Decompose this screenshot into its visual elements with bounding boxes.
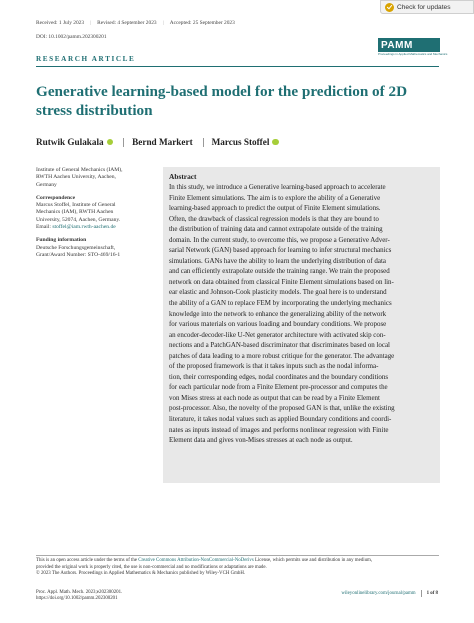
check-for-updates-label: Check for updates (397, 3, 451, 11)
footer-right (341, 590, 438, 597)
affiliation-line: RWTH Aachen University, Aachen, (36, 174, 116, 181)
email-link[interactable]: stoffel@iam.rwth-aachen.de (52, 224, 116, 231)
abstract-line: the ability of a GAN to replace FEM by incorporating the underlying mechanics (169, 299, 392, 308)
abstract-line: domain. In the current study, to overcome this, we propose a Generative Adver- (169, 235, 390, 244)
abstract-line: Element data and gives von-Mises stresses at each node as output. (169, 436, 353, 445)
license-line: provided the original work is properly cited, the use is non-commercial and no modifications or adaptations are made. (36, 564, 267, 570)
title-line: Generative learning-based model for the prediction of 2D (36, 83, 408, 100)
abstract-line: simulations. GANs have the ability to learn the underlying distribution of data (169, 256, 386, 265)
abstract-box (163, 167, 440, 483)
doi-url[interactable]: https://doi.org/10.1002/pamm.202300201 (36, 596, 118, 602)
license-text: This is an open access article under the terms of the (36, 558, 139, 563)
abstract-line: tion, their corresponding edges, nodal coordinates and the boundary conditions (169, 372, 389, 381)
abstract-line: Finite Element simulations. The aim is to explore the ability of a Generative (169, 193, 381, 202)
abstract-line: In this study, we introduce a Generative learning-based approach to accelerate (169, 183, 386, 191)
copyright-line: © 2023 The Authors. Proceedings in Applied Mathematics & Mechanics published by Wiley-VCH GmbH. (36, 571, 246, 577)
check-for-updates-button[interactable] (380, 0, 474, 14)
logo-subtitle: Proceedings in Applied Mathematics and Mechanics (378, 52, 448, 56)
abstract-line: patches of data leading to a more robust critique for the generator. The advantage (169, 351, 395, 360)
footer-divider (36, 555, 439, 556)
abstract-line: sarial Network (GAN) based approach for learning to infer structural mechanics (169, 246, 392, 255)
abstract-line: ear elastic and Johnson-Cook plasticity models. The goal here is to understand (169, 288, 387, 297)
received-date: Received: 1 July 2023 (36, 20, 85, 26)
abstract-line: network on data obtained from classical Finite Element simulations based on lin- (169, 277, 394, 286)
revised-date: Revised: 4 September 2023 (97, 20, 157, 26)
header-divider (36, 66, 439, 67)
abstract-line: Often, the drawback of classical regression models is that they are bound to (169, 214, 379, 223)
check-updates-icon (385, 3, 394, 12)
abstract-line: learning-based approach to predict the output of Finite Element simulations. (169, 204, 381, 213)
abstract-line: and can efficiently extrapolate outside the training range. We train the proposed (169, 267, 390, 276)
funding (36, 237, 162, 259)
footer-separator (421, 590, 422, 597)
correspondence-heading: Correspondence (36, 194, 76, 201)
affiliation-line: Institute of General Mechanics (IAM), (36, 167, 123, 173)
author-divider (203, 138, 204, 147)
license-text: License, which permits use and distribution in any medium, (253, 558, 373, 563)
correspondence-line: Marcus Stoffel, Institute of General (36, 202, 116, 209)
abstract-line: post-processor. Also, the novelty of the proposed GAN is that, unlike the existing (169, 404, 395, 413)
correspondence (36, 195, 162, 231)
accepted-date: Accepted: 25 September 2023 (169, 20, 235, 26)
abstract-line: an encoder-decoder-like U-Net generator architecture with activated skip con- (169, 330, 386, 339)
author-name[interactable]: Rutwik Gulakala (36, 137, 104, 147)
article-sidebar (36, 167, 162, 265)
abstract-heading: Abstract (169, 172, 197, 181)
article-category: RESEARCH ARTICLE (36, 55, 136, 63)
email-label: Email: (36, 224, 51, 231)
license-notice (36, 558, 439, 578)
abstract-line: of the proposed framework is that it takes inputs such as the nodal informa- (169, 362, 379, 371)
funding-line: Deutsche Forschungsgemeinschaft, (36, 244, 116, 251)
abstract-line: knowledge into the network to enhance the generalizing ability of the network (169, 309, 387, 318)
abstract-line: the distribution of training data and cannot extrapolate outside of the training (169, 225, 383, 234)
correspondence-line: University, 52074, Aachen, Germany. (36, 216, 121, 223)
date-separator: | (90, 20, 92, 26)
journal-site-link[interactable]: wileyonlinelibrary.com/journal/pamm (341, 591, 416, 596)
author-list (36, 137, 279, 147)
article-dates (36, 20, 235, 26)
orcid-icon[interactable] (272, 139, 279, 146)
journal-citation: Proc. Appl. Math. Mech. 2023;e202300201. (36, 590, 123, 595)
abstract-line: nates as inputs instead of images and performs nonlinear regression with Finite (169, 425, 389, 434)
title-line: stress distribution (36, 102, 153, 119)
journal-logo (378, 38, 448, 56)
orcid-icon[interactable] (107, 139, 114, 146)
affiliation (36, 167, 162, 189)
funding-line: Grant/Award Number: STO-469/16-1 (36, 251, 121, 258)
article-doi[interactable]: DOI: 10.1002/pamm.202300201 (36, 34, 107, 40)
date-separator: | (162, 20, 164, 26)
abstract-line: von Mises stress at each node as output that can be read by a Finite Element (169, 393, 380, 402)
license-line (36, 558, 439, 565)
footer-citation (36, 590, 122, 603)
correspondence-line: Mechanics (IAM), RWTH Aachen (36, 209, 114, 216)
page-number: 1 of 8 (426, 591, 438, 596)
abstract-line: literature, it takes nodal values such as applied Boundary conditions and coordi- (169, 415, 392, 424)
funding-heading: Funding information (36, 237, 87, 244)
abstract-line: for each particular node from a Finite Element pre-processor and computes the (169, 383, 388, 392)
email-row (36, 224, 162, 231)
logo-text: PAMM (378, 38, 440, 52)
abstract-line: for various materials on various loading and boundary conditions. We propose (169, 320, 387, 329)
author-name[interactable]: Bernd Markert (132, 137, 193, 147)
abstract-line: nections and a PatchGAN-based discriminator that discriminates based on local (169, 341, 390, 350)
author-divider (123, 138, 124, 147)
author-name[interactable]: Marcus Stoffel (211, 137, 270, 147)
affiliation-line: Germany (36, 181, 57, 188)
license-link[interactable]: Creative Commons Attribution-NonCommercial-NoDerivs (138, 558, 254, 563)
article-title (36, 82, 436, 120)
